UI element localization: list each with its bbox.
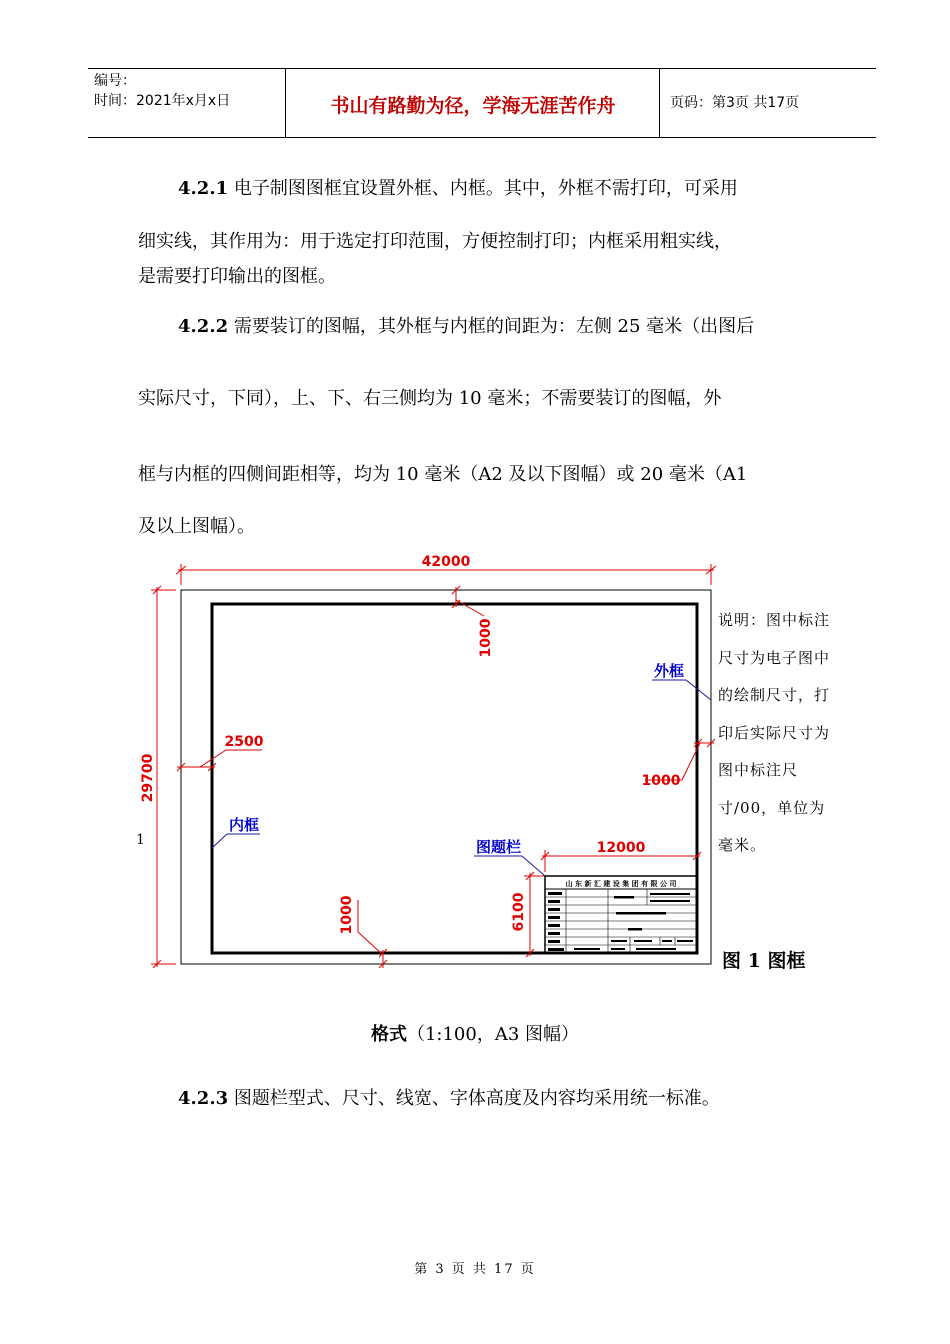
title-block [545,876,697,953]
dim-titleblock-height: 6100 [511,892,527,932]
header-time: 时间：2021年x月x日 [94,93,231,109]
section-number: 4.2.2 [178,316,229,337]
para-4-2-3 [178,1084,720,1110]
dim-bottom: 1000 [339,895,355,935]
stray-mark: 1 [136,832,145,848]
title-block-company: 山 东 新 汇 建 设 集 团 有 限 公 司 [565,880,677,888]
section-number: 4.2.3 [178,1088,229,1109]
dim-top: 1000 [478,618,494,658]
header-number: 编号： [94,73,136,89]
figure-note: 说明：图中标注尺寸为电子图中的绘制尺寸，打印后实际尺寸为图中标注尺寸/00，单位为毫米。 [718,611,831,854]
header-motto: 书山有路勤为径，学海无涯苦作舟 [330,95,616,117]
para-text: 图题栏型式、尺寸、线宽、字体高度及内容均采用统一标准。 [228,1088,720,1109]
dim-height: 29700 [140,753,156,803]
dim-titleblock-width: 12000 [596,840,646,856]
label-inner-frame: 内框 [229,816,260,834]
page-footer: 第 3 页 共 17 页 [414,1262,536,1277]
inner-frame [212,604,697,953]
figure-caption-continued [0,1020,950,1046]
figure-caption-rest: （1:100，A3 图幅） [406,1024,580,1045]
para-4-2-2-line4: 及以上图幅）。 [138,516,255,537]
para-text: 需要装订的图幅，其外框与内框的间距为：左侧 25 毫米（出图后 [228,316,755,337]
outer-frame [181,590,711,964]
para-text: 电子制图图框宜设置外框、内框。其中，外框不需打印，可采用 [228,178,738,199]
para-4-2-2-line3: 框与内框的四侧间距相等，均为 10 毫米（A2 及以下图幅）或 20 毫米（A1 [138,464,748,485]
dim-width: 42000 [421,554,471,570]
para-4-2-1-line2: 细实线，其作用为：用于选定打印范围，方便控制打印；内框采用粗实线， [138,231,732,252]
para-4-2-2-line2: 实际尺寸，下同），上、下、右三侧均为 10 毫米；不需要装订的图幅，外 [138,388,722,409]
para-4-2-1-line3: 是需要打印输出的图框。 [138,266,336,287]
dim-left: 2500 [224,734,264,750]
section-number: 4.2.1 [178,178,229,199]
figure-caption: 图 1 图框 [722,950,806,972]
header-page-number: 页码：第3页 共17页 [670,95,800,111]
label-title-block: 图题栏 [476,838,522,856]
figure-caption-bold: 格式 [370,1024,407,1045]
label-outer-frame: 外框 [654,662,685,680]
dim-right: 1000 [641,773,681,789]
